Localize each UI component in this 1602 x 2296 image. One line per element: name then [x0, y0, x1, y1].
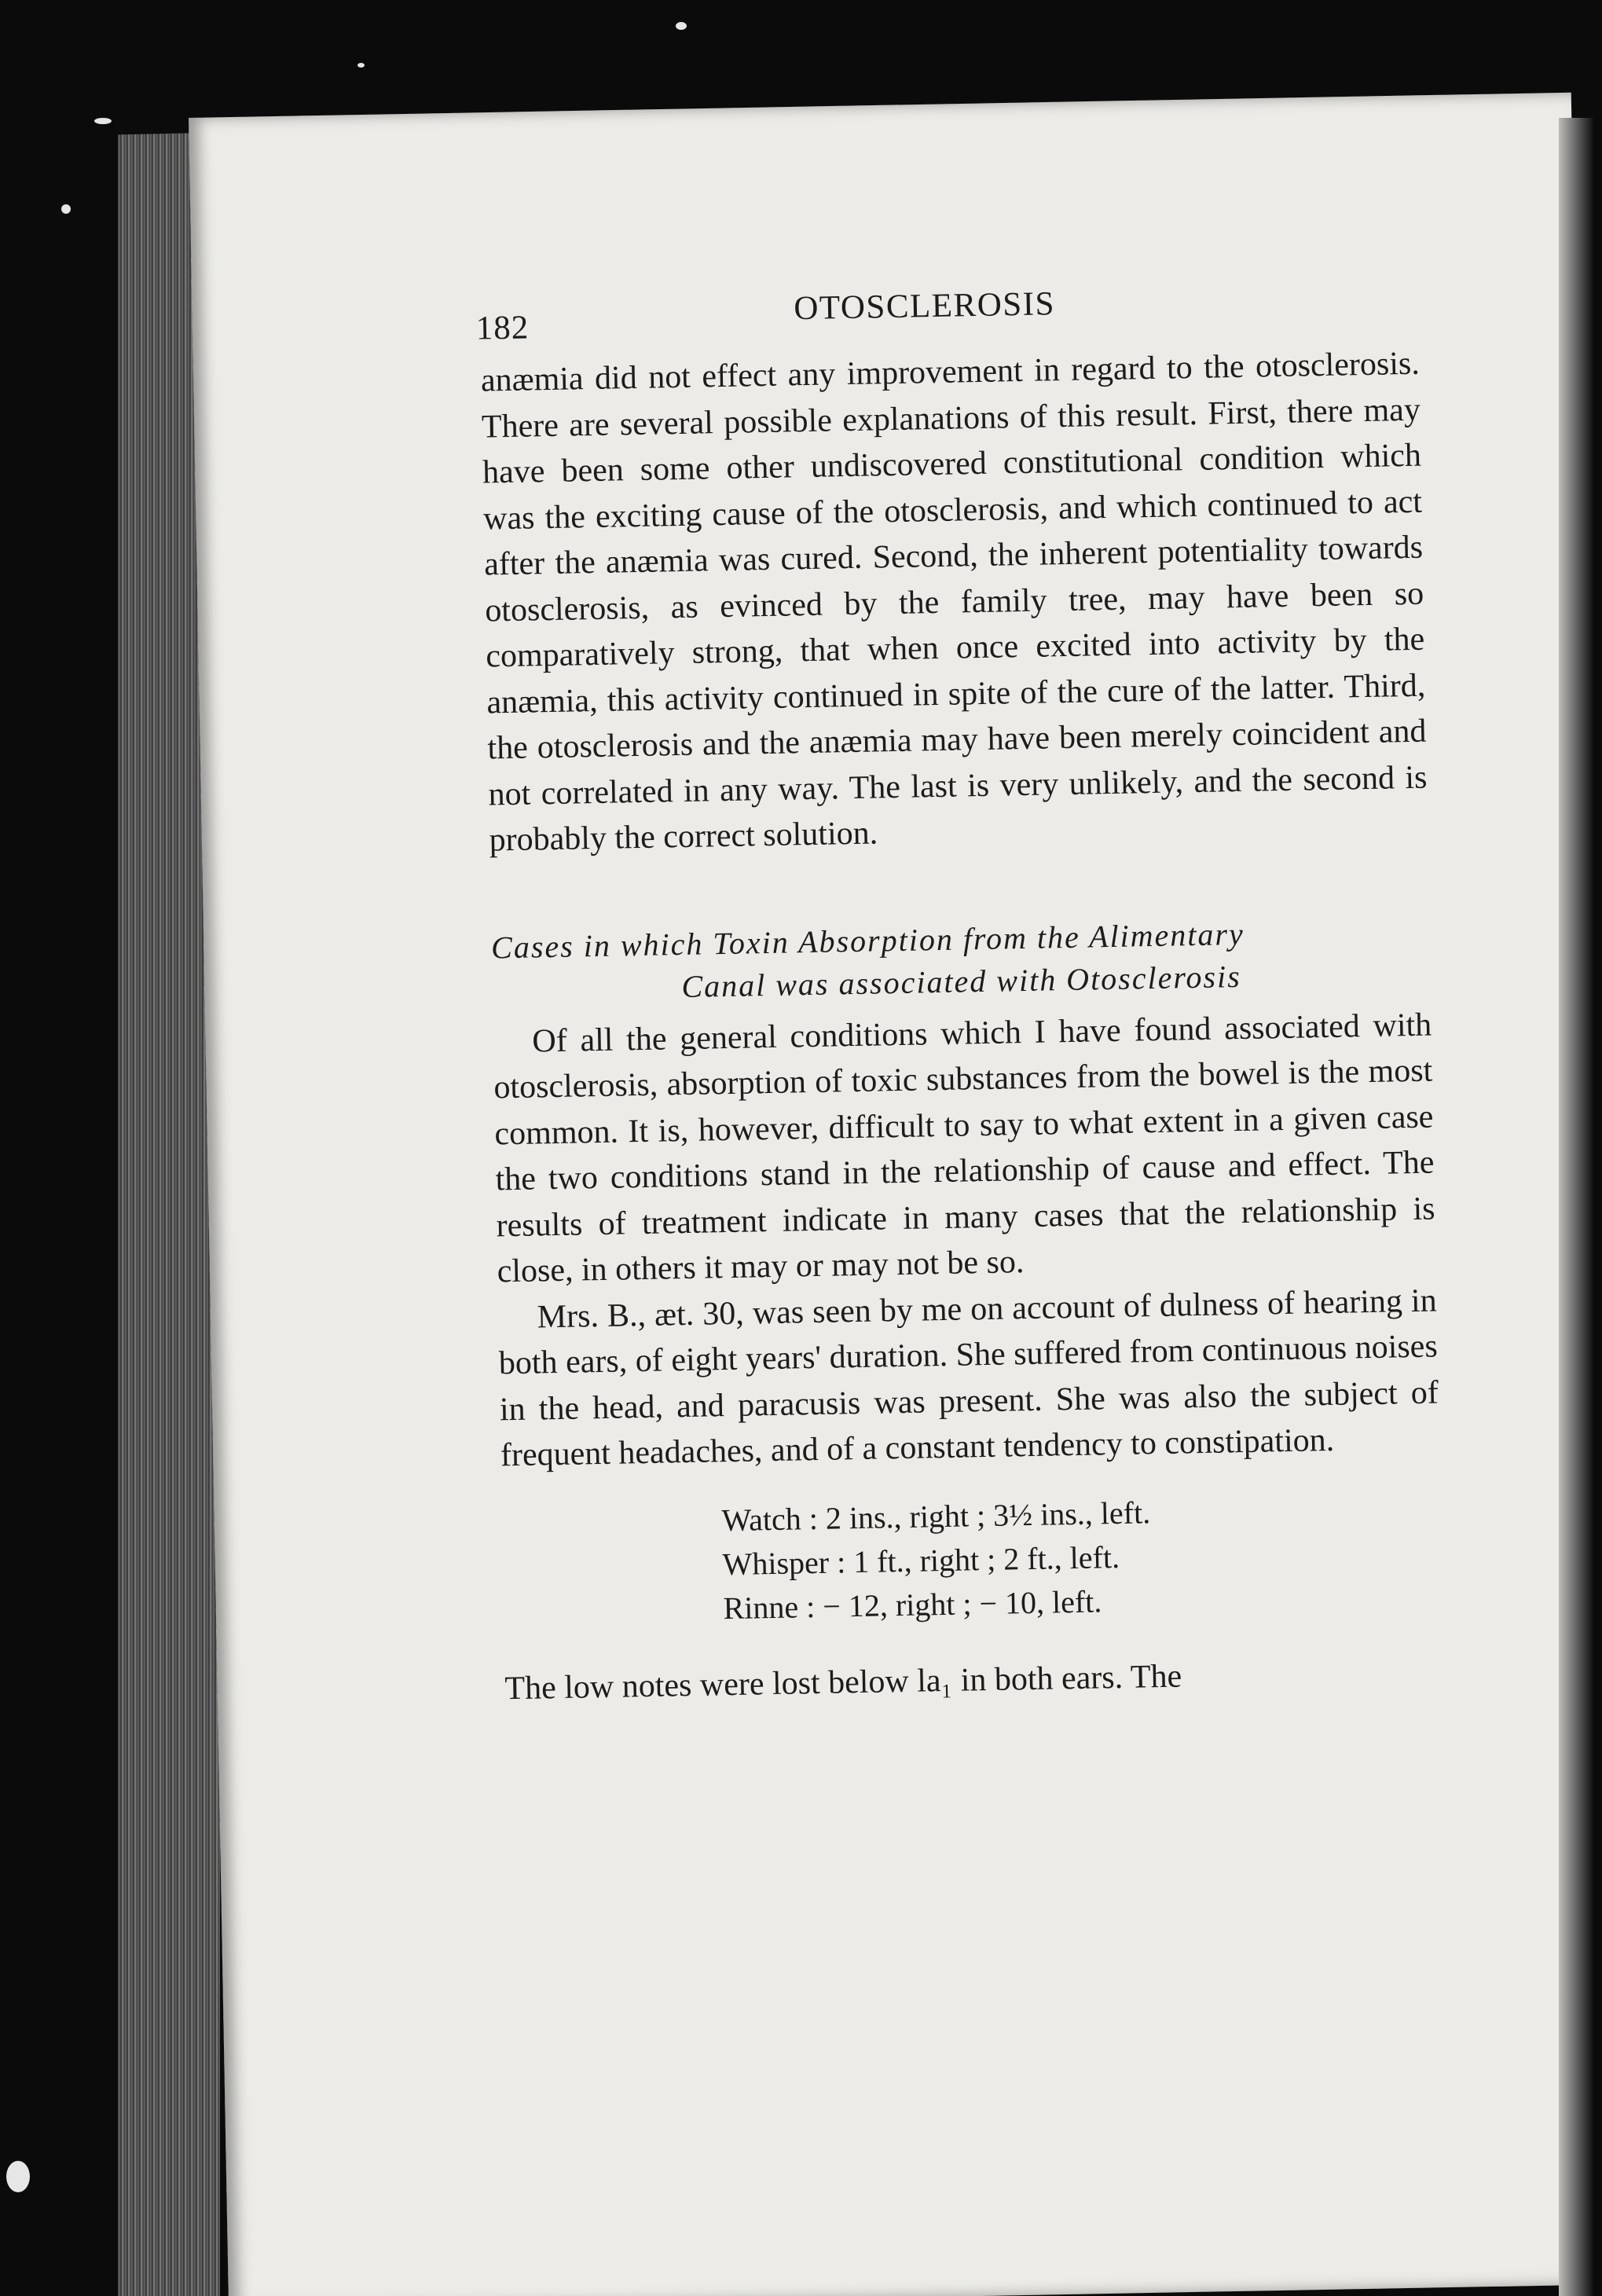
section-heading-line-1: Cases in which Toxin Absorption from the Alimentary: [490, 915, 1245, 965]
page-content: [291, 278, 1448, 1715]
speck: [94, 118, 112, 124]
gutter-shadow: [1559, 118, 1602, 2296]
speck: [676, 22, 687, 30]
body-paragraph: anæmia did not effect any improvement in regard to the otosclerosis. There are several possible explanations of this result. First, there may have been some other undiscovered constitutional condition which was the exciting cause of the otosclerosis, and which continued to act after the anæmia was cured. Second, the inherent potentiality towards otosclerosis, as evinced by the family tree, may have been so comparatively strong, that when once excited into activity by the anæmia, this activity continued in spite of the cure of the latter. Third, the otosclerosis and the anæmia may have been merely coincident and not correlated in any way. The last is very unlikely, and the second is probably the correct solution.: [480, 345, 1428, 859]
speck: [61, 204, 71, 214]
speck: [6, 2161, 30, 2192]
section-heading: [302, 909, 1432, 1014]
closing-line: The low notes were lost below la₁ in both ears. The: [504, 1658, 1182, 1707]
section-heading-line-2: Canal was associated with Otosclerosis: [681, 958, 1242, 1004]
test-result-rinne: Rinne : − 12, right ; − 10, left.: [723, 1583, 1102, 1626]
page-number: 182: [475, 309, 530, 347]
test-result-whisper: Whisper : 1 ft., right ; 2 ft., left.: [722, 1539, 1120, 1582]
body-paragraph: Of all the general conditions which I have found associated with otosclerosis, absorption of toxic substances from the bowel is the most common. It is, however, difficult to say to what extent in a given case the two conditions stand in the relationship of cause and effect. The results of treatment indicate in many cases that the relationship is close, in others it may or may not be so.: [493, 1007, 1435, 1290]
hearing-test-results: [313, 1485, 1446, 1638]
speck: [357, 63, 365, 68]
running-title: OTOSCLEROSIS: [793, 285, 1056, 328]
test-result-watch: Watch : 2 ins., right ; 3½ ins., left.: [721, 1494, 1151, 1538]
body-paragraph: Mrs. B., æt. 30, was seen by me on account of dulness of hearing in both ears, of eight years' duration. She suffered from continuous noises in the head, and paracusis was present. She was also the subject of frequent headaches, and of a constant tendency to constipation.: [498, 1282, 1439, 1474]
